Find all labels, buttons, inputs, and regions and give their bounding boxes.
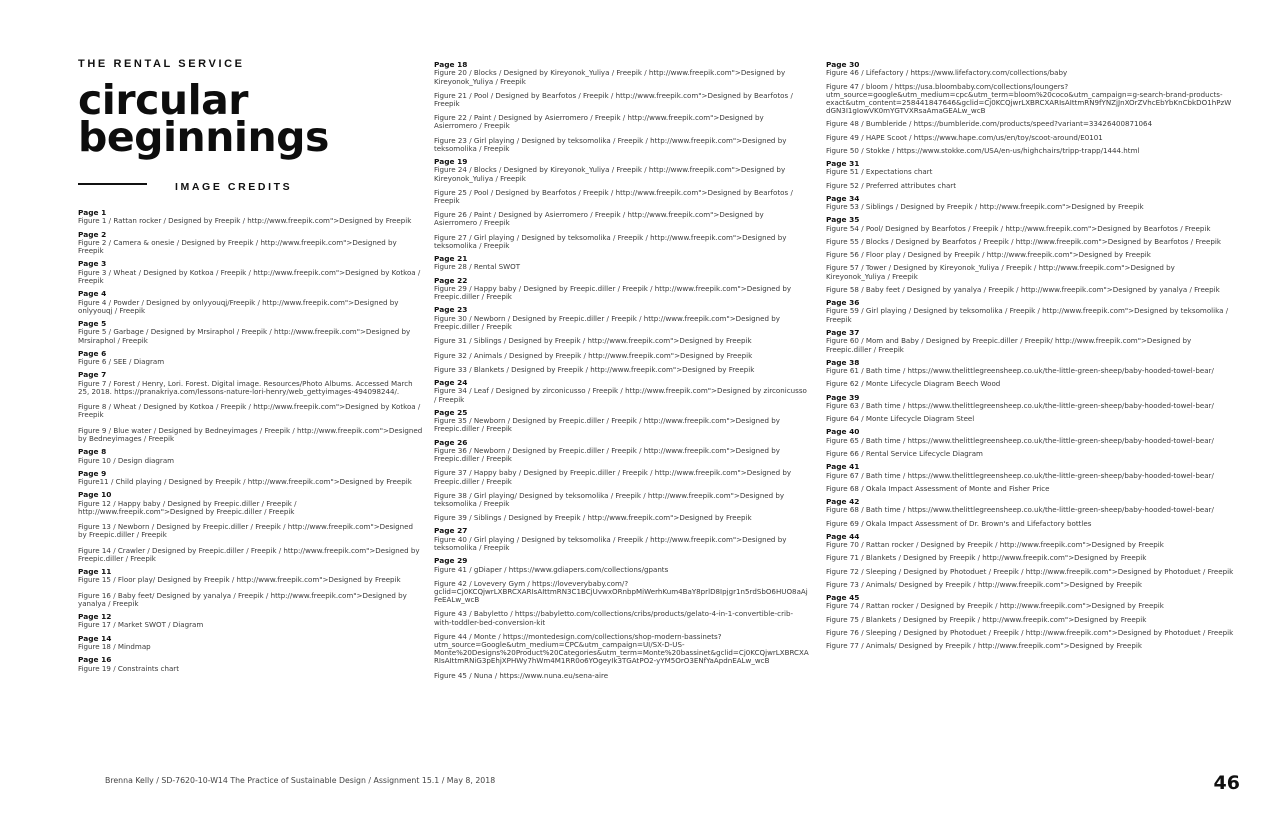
- credit-section: [78, 613, 423, 630]
- figure-credit: Figure 19 / Constraints chart: [78, 663, 180, 673]
- credit-section: [434, 61, 809, 153]
- credit-section: [434, 557, 809, 680]
- credit-page-heading: Page 25: [434, 407, 468, 417]
- figure-credit: Figure 59 / Girl playing / Designed by teksomolika / Freepik / http://www.freepik.com">Designed by teksomolika / Freepik: [826, 306, 1229, 324]
- figure-credit: Figure 71 / Blankets / Designed by Freepik / http://www.freepik.com">Designed by Freepik: [826, 553, 1147, 563]
- figure-credit: Figure 7 / Forest / Henry, Lori. Forest. Digital image. Resources/Photo Albums. Accessed March 25, 2018. https://pranakriya.com/lessons-nature-lori-henry/web_gettyimages-494098244/.: [78, 378, 413, 397]
- figure-credit: Figure 65 / Bath time / https://www.thelittlegreensheep.co.uk/the-little-green-sheep/baby-hooded-towel-bear/: [826, 435, 1214, 445]
- credit-page-heading: Page 24: [434, 377, 468, 387]
- figure-credit: Figure 12 / Happy baby / Designed by Freepic.diller / Freepik / http://www.freepik.com">Designed by Freepic.diller / Freepik: [78, 498, 297, 516]
- credit-page-heading: Page 7: [78, 370, 107, 380]
- figure-credit: Figure 70 / Rattan rocker / Designed by Freepik / http://www.freepik.com">Designed by Freepik: [826, 540, 1164, 550]
- credit-section: [434, 255, 809, 272]
- figure-credit: Figure 31 / Siblings / Designed by Freepik / http://www.freepik.com">Designed by Freepik: [434, 336, 752, 346]
- credit-section: [78, 209, 423, 226]
- figure-credit: Figure 17 / Market SWOT / Diagram: [78, 620, 204, 630]
- figure-credit: Figure 41 / gDiaper / https://www.gdiapers.com/collections/gpants: [434, 564, 669, 574]
- credit-page-heading: Page 37: [826, 327, 860, 337]
- credit-section: [78, 635, 423, 652]
- credit-page-heading: Page 45: [826, 592, 860, 602]
- credit-section: [826, 216, 1234, 294]
- credit-section: [434, 277, 809, 302]
- figure-credit: Figure 28 / Rental SWOT: [434, 262, 521, 272]
- credit-section: [826, 299, 1234, 324]
- figure-credit: Figure 66 / Rental Service Lifecycle Diagram: [826, 448, 983, 458]
- credit-section: [826, 394, 1234, 424]
- credit-page-heading: Page 26: [434, 437, 468, 447]
- credit-section: [78, 350, 423, 367]
- figure-credit: Figure 48 / Bumbleride / https://bumbleride.com/products/speed?variant=33426400871064: [826, 119, 1153, 129]
- figure-credit: Figure 51 / Expectations chart: [826, 167, 933, 177]
- title-block: [78, 58, 408, 161]
- credit-page-heading: Page 34: [826, 193, 860, 203]
- credit-section: [826, 533, 1234, 589]
- credit-page-heading: Page 29: [434, 556, 468, 566]
- credit-section: [78, 290, 423, 315]
- credit-page-heading: Page 23: [434, 305, 468, 315]
- page-title: [78, 76, 408, 161]
- figure-credit: Figure 63 / Bath time / https://www.thelittlegreensheep.co.uk/the-little-green-sheep/baby-hooded-towel-bear/: [826, 400, 1214, 410]
- figure-credit: Figure 15 / Floor play/ Designed by Freepik / http://www.freepik.com">Designed by Freepik: [78, 575, 401, 585]
- figure-credit: Figure 20 / Blocks / Designed by Kireyonok_Yuliya / Freepik / http://www.freepik.com">Designed by Kireyonok_Yuliya / Freepik: [434, 68, 786, 86]
- credit-section: [78, 491, 423, 563]
- credit-section: [78, 656, 423, 673]
- credit-section: [434, 306, 809, 373]
- figure-credit: Figure 23 / Girl playing / Designed by teksomolika / Freepik / http://www.freepik.com">Designed by teksomolika / Freepik: [434, 135, 787, 153]
- credit-section: [826, 329, 1234, 354]
- credit-page-heading: Page 4: [78, 289, 107, 299]
- credit-page-heading: Page 30: [826, 60, 860, 69]
- credit-section: [78, 448, 423, 465]
- section-subhead: IMAGE CREDITS: [175, 181, 293, 193]
- credit-page-heading: Page 39: [826, 392, 860, 402]
- credit-section: [78, 320, 423, 345]
- figure-credit: Figure 42 / Lovevery Gym / https://loveverybaby.com/?gclid=Cj0KCQjwrLXBRCXARIsAIttmRN3C1BCjUvwxORnbpMiWerhKum4BaY8prlD8Ipjgr1n5rdSbO6HUO8aAjFeEALw_wcB: [434, 578, 808, 605]
- figure-credit: Figure 67 / Bath time / https://www.thelittlegreensheep.co.uk/the-little-green-sheep/baby-hooded-towel-bear/: [826, 470, 1214, 480]
- credit-page-heading: Page 31: [826, 159, 860, 169]
- title-line-1: circular: [78, 76, 249, 124]
- credit-page-heading: Page 9: [78, 468, 107, 478]
- figure-credit: Figure 27 / Girl playing / Designed by teksomolika / Freepik / http://www.freepik.com">Designed by teksomolika / Freepik: [434, 232, 787, 250]
- figure-credit: Figure 36 / Newborn / Designed by Freepic.diller / Freepik / http://www.freepik.com">Designed by Freepic.diller / Freepik: [434, 445, 780, 464]
- credit-page-heading: Page 2: [78, 229, 107, 239]
- credit-section: [826, 61, 1234, 155]
- credit-section: [826, 428, 1234, 458]
- credit-page-heading: Page 5: [78, 319, 107, 329]
- credit-page-heading: Page 3: [78, 259, 107, 269]
- figure-credit: Figure 54 / Pool/ Designed by Bearfotos / Freepik / http://www.freepik.com">Designed by Bearfotos / Freepik: [826, 223, 1211, 233]
- credit-section: [826, 160, 1234, 190]
- credit-page-heading: Page 38: [826, 357, 860, 367]
- figure-credit: Figure 53 / Siblings / Designed by Freepik / http://www.freepik.com">Designed by Freepik: [826, 202, 1144, 212]
- figure-credit: Figure 75 / Blankets / Designed by Freepik / http://www.freepik.com">Designed by Freepik: [826, 614, 1147, 624]
- figure-credit: Figure 77 / Animals/ Designed by Freepik / http://www.freepik.com">Designed by Freepik: [826, 641, 1142, 650]
- credit-page-heading: Page 36: [826, 298, 860, 308]
- credit-section: [78, 231, 423, 256]
- figure-credit: Figure 44 / Monte / https://montedesign.com/collections/shop-modern-bassinets?utm_source=Google&utm_medium=CPC&utm_campaign=UI/SX-D-US-Monte%20Designs%20Product%20Categories&utm_term=Monte%20bassinet&gclid=Cj0KCQjwrLXBRCXARIsAIttmRNiG3pEhjXPHWy7hWm4M1RR0o6YOgeyIk3TGAtPO2-yYM5OrO3ENfYaApdnEALw_wcB: [434, 631, 809, 666]
- figure-credit: Figure 45 / Nuna / https://www.nuna.eu/sena-aire: [434, 670, 609, 680]
- figure-credit: Figure 43 / Babyletto / https://babyletto.com/collections/cribs/products/gelato-4-in-1-convertible-crib-with-toddler-bed-conversion-kit: [434, 609, 794, 627]
- section-header: [78, 181, 408, 195]
- credit-page-heading: Page 40: [826, 427, 860, 437]
- figure-credit: Figure 62 / Monte Lifecycle Diagram Beech Wood: [826, 379, 1001, 389]
- figure-credit: Figure 76 / Sleeping / Designed by Photoduet / Freepik / http://www.freepik.com">Designed by Photoduet / Freepik: [826, 627, 1234, 637]
- figure-credit: Figure 32 / Animals / Designed by Freepik / http://www.freepik.com">Designed by Freepik: [434, 350, 753, 360]
- figure-credit: Figure 39 / Siblings / Designed by Freepik / http://www.freepik.com">Designed by Freepik: [434, 513, 752, 523]
- credit-page-heading: Page 8: [78, 447, 107, 457]
- credit-section: [826, 594, 1234, 650]
- credit-section: [826, 498, 1234, 528]
- figure-credit: Figure 22 / Paint / Designed by Asierromero / Freepik / http://www.freepik.com">Designed by Asierromero / Freepik: [434, 113, 764, 131]
- figure-credit: Figure 24 / Blocks / Designed by Kireyonok_Yuliya / Freepik / http://www.freepik.com">Designed by Kireyonok_Yuliya / Freepik: [434, 165, 786, 183]
- figure-credit: Figure 74 / Rattan rocker / Designed by Freepik / http://www.freepik.com">Designed by Freepik: [826, 601, 1164, 611]
- credit-section: [434, 439, 809, 523]
- credit-section: [434, 527, 809, 552]
- figure-credit: Figure 47 / bloom / https://usa.bloombaby.com/collections/loungers?utm_source=google&utm_medium=cpc&utm_term=bloom%20coco&utm_campaign=g-search-brand-products-exact&utm_content=258441847646&gclid=Cj0KCQjwrLXBRCXARIsAIttmRN9fYNZjJnXOrZVhcEbYbKnCbkDO1hPzWdGN3I1gIowVK0mYGTVXRsaAmaGEALw_wcB: [826, 81, 1232, 116]
- figure-credit: Figure 1 / Rattan rocker / Designed by Freepik / http://www.freepik.com">Designed by Freepik: [78, 216, 412, 226]
- figure-credit: Figure 61 / Bath time / https://www.thelittlegreensheep.co.uk/the-little-green-sheep/baby-hooded-towel-bear/: [826, 366, 1214, 376]
- credit-page-heading: Page 18: [434, 60, 468, 69]
- figure-credit: Figure 33 / Blankets / Designed by Freepik / http://www.freepik.com">Designed by Freepik: [434, 364, 755, 374]
- credit-section: [78, 260, 423, 285]
- figure-credit: Figure 64 / Monte Lifecycle Diagram Steel: [826, 414, 975, 424]
- figure-credit: Figure 69 / Okala Impact Assessment of Dr. Brown's and Lifefactory bottles: [826, 518, 1092, 528]
- figure-credit: Figure 52 / Preferred attributes chart: [826, 180, 956, 190]
- credit-section: [826, 463, 1234, 493]
- figure-credit: Figure 26 / Paint / Designed by Asierromero / Freepik / http://www.freepik.com">Designed by Asierromero / Freepik: [434, 210, 764, 228]
- figure-credit: Figure 21 / Pool / Designed by Bearfotos / Freepik / http://www.freepik.com">Designed by Bearfotos / Freepik: [434, 90, 793, 109]
- figure-credit: Figure 58 / Baby feet / Designed by yanalya / Freepik / http://www.freepik.com">Designed by yanalya / Freepik: [826, 284, 1220, 294]
- footer-citation: Brenna Kelly / SD-7620-10-W14 The Practice of Sustainable Design / Assignment 15.1 / May 8, 2018: [105, 776, 496, 785]
- credit-page-heading: Page 27: [434, 526, 468, 536]
- figure-credit: Figure 57 / Tower / Designed by Kireyonok_Yuliya / Freepik / http://www.freepik.com">Designed by Kireyonok_Yuliya / Freepik: [826, 263, 1175, 281]
- figure-credit: Figure 9 / Blue water / Designed by Bedneyimages / Freepik / http://www.freepik.com">Designed by Bedneyimages / Freepik: [78, 425, 423, 443]
- credits-column-3: [826, 61, 1234, 650]
- figure-credit: Figure 2 / Camera & onesie / Designed by Freepik / http://www.freepik.com">Designed by Freepik: [78, 238, 397, 256]
- credit-page-heading: Page 11: [78, 566, 112, 576]
- eyebrow-label: THE RENTAL SERVICE: [78, 58, 245, 70]
- credit-section: [434, 158, 809, 250]
- figure-credit: Figure 55 / Blocks / Designed by Bearfotos / Freepik / http://www.freepik.com">Designed by Bearfotos / Freepik: [826, 237, 1221, 247]
- credit-page-heading: Page 41: [826, 462, 860, 472]
- figure-credit: Figure 68 / Okala Impact Assessment of Monte and Fisher Price: [826, 483, 1050, 493]
- credit-section: [78, 470, 423, 487]
- credit-page-heading: Page 10: [78, 490, 112, 500]
- credit-section: [434, 379, 809, 404]
- figure-credit: Figure 25 / Pool / Designed by Bearfotos / Freepik / http://www.freepik.com">Designed by Bearfotos / Freepik: [434, 187, 793, 206]
- figure-credit: Figure 46 / Lifefactory / https://www.lifefactory.com/collections/baby: [826, 68, 1068, 78]
- figure-credit: Figure 38 / Girl playing/ Designed by teksomolika / Freepik / http://www.freepik.com">Designed by teksomolika / Freepik: [434, 490, 785, 508]
- credit-page-heading: Page 35: [826, 215, 860, 225]
- figure-credit: Figure 40 / Girl playing / Designed by teksomolika / Freepik / http://www.freepik.com">Designed by teksomolika / Freepik: [434, 534, 787, 552]
- figure-credit: Figure 34 / Leaf / Designed by zirconicusso / Freepik / http://www.freepik.com">Designed by zirconicusso / Freepik: [434, 386, 807, 404]
- figure-credit: Figure 16 / Baby feet/ Designed by yanalya / Freepik / http://www.freepik.com">Designed by yanalya / Freepik: [78, 590, 407, 608]
- credit-section: [78, 568, 423, 608]
- figure-credit: Figure 10 / Design diagram: [78, 455, 175, 465]
- figure-credit: Figure 50 / Stokke / https://www.stokke.com/USA/en-us/highchairs/tripp-trapp/1444.html: [826, 145, 1140, 155]
- figure-credit: Figure 60 / Mom and Baby / Designed by Freepic.diller / Freepik/ http://www.freepik.com">Designed by Freepic.diller / Freepik: [826, 336, 1192, 354]
- title-line-2: beginnings: [78, 113, 329, 161]
- credit-page-heading: Page 16: [78, 655, 112, 665]
- credit-page-heading: Page 14: [78, 633, 112, 643]
- figure-credit: Figure 56 / Floor play / Designed by Freepik / http://www.freepik.com">Designed by Freepik: [826, 250, 1151, 260]
- credit-page-heading: Page 42: [826, 496, 860, 506]
- credit-section: [434, 409, 809, 434]
- credits-column-1: [78, 209, 423, 673]
- credit-page-heading: Page 19: [434, 157, 468, 167]
- figure-credit: Figure 68 / Bath time / https://www.thelittlegreensheep.co.uk/the-little-green-sheep/baby-hooded-towel-bear/: [826, 505, 1214, 515]
- figure-credit: Figure 49 / HAPE Scoot / https://www.hape.com/us/en/toy/scoot-around/E0101: [826, 132, 1103, 142]
- figure-credit: Figure 6 / SEE / Diagram: [78, 357, 165, 367]
- credit-page-heading: Page 22: [434, 275, 468, 285]
- figure-credit: Figure 13 / Newborn / Designed by Freepic.diller / Freepik / http://www.freepik.com">Designed by Freepic.diller / Freepik: [78, 522, 414, 540]
- figure-credit: Figure11 / Child playing / Designed by Freepik / http://www.freepik.com">Designed by Freepik: [78, 477, 412, 487]
- figure-credit: Figure 35 / Newborn / Designed by Freepic.diller / Freepik / http://www.freepik.com">Designed by Freepic.diller / Freepik: [434, 416, 780, 434]
- figure-credit: Figure 30 / Newborn / Designed by Freepic.diller / Freepik / http://www.freepik.com">Designed by Freepic.diller / Freepik: [434, 313, 780, 332]
- figure-credit: Figure 8 / Wheat / Designed by Kotkoa / Freepik / http://www.freepik.com">Designed by Kotkoa / Freepik: [78, 402, 421, 420]
- credit-page-heading: Page 1: [78, 208, 107, 217]
- credit-section: [826, 359, 1234, 389]
- credit-page-heading: Page 21: [434, 254, 468, 264]
- credit-page-heading: Page 44: [826, 531, 860, 541]
- credits-column-2: [434, 61, 809, 680]
- credit-page-heading: Page 12: [78, 611, 112, 621]
- page-number: 46: [1213, 772, 1240, 794]
- figure-credit: Figure 29 / Happy baby / Designed by Freepic.diller / Freepik / http://www.freepik.com">Designed by Freepic.diller / Freepik: [434, 284, 792, 302]
- figure-credit: Figure 14 / Crawler / Designed by Freepic.diller / Freepik / http://www.freepik.com">Designed by Freepic.diller / Freepik: [78, 545, 420, 563]
- figure-credit: Figure 4 / Powder / Designed by onlyyouqj/Freepik / http://www.freepik.com">Designed by onlyyouqj / Freepik: [78, 297, 399, 315]
- figure-credit: Figure 72 / Sleeping / Designed by Photoduet / Freepik / http://www.freepik.com">Designed by Photoduet / Freepik: [826, 566, 1234, 576]
- figure-credit: Figure 18 / Mindmap: [78, 641, 151, 651]
- divider-rule: [78, 183, 147, 185]
- credit-section: [826, 195, 1234, 212]
- credit-page-heading: Page 6: [78, 348, 107, 358]
- figure-credit: Figure 5 / Garbage / Designed by Mrsiraphol / Freepik / http://www.freepik.com">Designed by Mrsiraphol / Freepik: [78, 327, 411, 345]
- figure-credit: Figure 3 / Wheat / Designed by Kotkoa / Freepik / http://www.freepik.com">Designed by Kotkoa / Freepik: [78, 267, 421, 286]
- credit-section: [78, 371, 423, 443]
- figure-credit: Figure 73 / Animals/ Designed by Freepik / http://www.freepik.com">Designed by Freepik: [826, 579, 1142, 589]
- figure-credit: Figure 37 / Happy baby / Designed by Freepic.diller / Freepik / http://www.freepik.com">Designed by Freepic.diller / Freepik: [434, 468, 792, 486]
